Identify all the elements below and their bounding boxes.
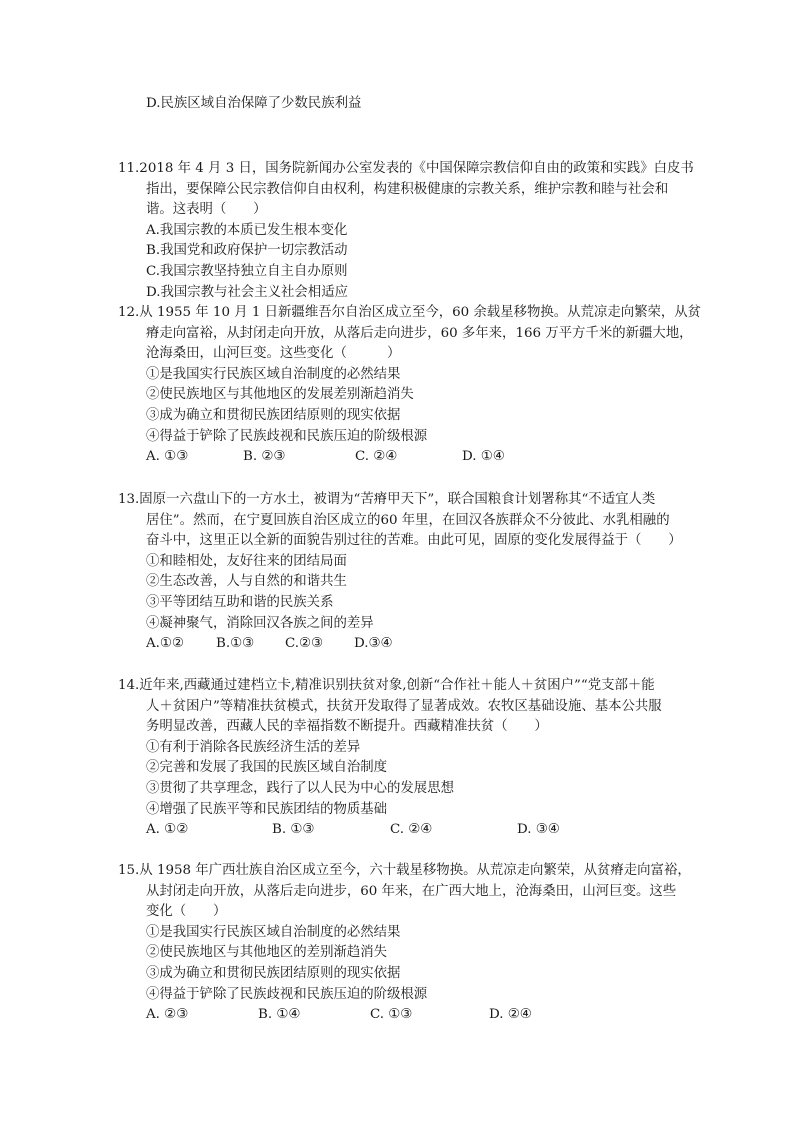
statement-3: ③贯彻了共享理念，践行了以人民为中心的发展思想 [146, 780, 454, 796]
answer-choices [146, 820, 704, 841]
choice-d: D. ③④ [517, 822, 560, 838]
option-d: D.我国宗教与社会主义社会相适应 [146, 284, 348, 300]
stem-line: 变化（ ） [146, 904, 227, 920]
statement-2: ②使民族地区与其他地区的发展差别渐趋消失 [146, 387, 414, 403]
stem-line: 沧海桑田，山河巨变。这些变化（ ） [146, 346, 401, 362]
question-stem [118, 490, 704, 552]
choice-b: B. ②③ [243, 449, 286, 465]
statement-4: ④凝神聚气，消除回汉各族之间的差异 [146, 615, 374, 631]
statement-4: ④增强了民族平等和民族团结的物质基础 [146, 801, 388, 817]
stem-line: 居住”。然而，在宁夏回族自治区成立的60 年里，在回汉各族群众不分彼此、水乳相融的 [146, 512, 670, 528]
question-10-tail [118, 94, 704, 115]
question-12 [118, 303, 704, 468]
statement-2: ②生态改善，人与自然的和谐共生 [146, 574, 347, 590]
choice-b: B. ①④ [258, 1007, 301, 1023]
question-stem [118, 676, 704, 738]
choice-c: C. ②④ [355, 449, 398, 465]
question-number: 13. [118, 492, 140, 507]
question-number: 15. [118, 863, 140, 878]
choice-d: D.③④ [354, 636, 393, 652]
choice-d: D. ②④ [489, 1007, 532, 1023]
statement-3: ③成为确立和贯彻民族团结原则的现实依据 [146, 407, 401, 423]
stem-line: 人＋贫困户”等精准扶贫模式，扶贫开发取得了显著成效。农牧区基础设施、基本公共服 [146, 698, 662, 714]
stem-line: 谐。这表明（ ） [146, 202, 267, 218]
statement-4: ④得益于铲除了民族歧视和民族压迫的阶级根源 [146, 986, 428, 1002]
question-15 [118, 861, 704, 1026]
choice-c: C.②③ [285, 636, 324, 652]
choice-c: C. ②④ [390, 822, 433, 838]
choice-c: C. ①③ [370, 1007, 413, 1023]
choice-a: A. ①② [146, 822, 189, 838]
choice-a: A. ①③ [146, 449, 189, 465]
choice-b: B. ①③ [272, 822, 315, 838]
answer-choices [146, 1005, 704, 1026]
question-stem [118, 159, 704, 221]
statement-1: ①是我国实行民族区域自治制度的必然结果 [146, 366, 401, 382]
option-a: A.我国宗教的本质已发生根本变化 [146, 222, 348, 238]
question-number: 11. [118, 161, 140, 176]
option-c: C.我国宗教坚持独立自主自办原则 [146, 263, 348, 279]
stem-line: 从封闭走向开放，从落后走向进步，60 年来，在广西大地上，沧海桑田，山河巨变。这些 [146, 883, 677, 899]
statement-3: ③成为确立和贯彻民族团结原则的现实依据 [146, 965, 401, 981]
statement-2: ②完善和发展了我国的民族区域自治制度 [146, 760, 388, 776]
choice-a: A.①② [146, 636, 184, 652]
stem-line: 11.2018 年 4 月 3 日，国务院新闻办公室发表的《中国保障宗教信仰自由的政策和实践》白皮书 [118, 161, 694, 176]
stem-line: 12.从 1955 年 10 月 1 日新疆维吾尔自治区成立至今，60 余载星移物换。从荒凉走向繁荣，从贫 [118, 305, 702, 320]
statement-1: ①和睦相处，友好往来的团结局面 [146, 553, 347, 569]
question-14 [118, 676, 704, 841]
choice-d: D. ①④ [462, 449, 505, 465]
question-stem [118, 861, 704, 923]
option-d: D.民族区域自治保障了少数民族利益 [146, 96, 362, 111]
question-13 [118, 490, 704, 655]
choice-b: B.①③ [216, 636, 255, 652]
stem-line: 13.固原一六盘山下的一方水土，被谓为“苦瘠甲天下”，联合国粮食计划署称其“不适宜人类 [118, 492, 656, 507]
choice-a: A. ②③ [146, 1007, 189, 1023]
option-b: B.我国党和政府保护一切宗教活动 [146, 243, 348, 259]
stem-line: 15.从 1958 年广西壮族自治区成立至今，六十载星移物换。从荒凉走向繁荣，从贫瘠走向富裕， [118, 863, 691, 878]
statement-1: ①是我国实行民族区域自治制度的必然结果 [146, 924, 401, 940]
answer-choices [146, 634, 704, 655]
stem-line: 指出，要保障公民宗教信仰自由权利，构建积极健康的宗教关系，维护宗教和睦与社会和 [146, 181, 669, 197]
answer-choices [146, 447, 704, 468]
question-11 [118, 159, 704, 303]
question-number: 12. [118, 305, 140, 320]
stem-line: 奋斗中，这里正以全新的面貌告别过往的苦难。由此可见，固原的变化发展得益于（ ） [146, 533, 682, 549]
statement-1: ①有利于消除各民族经济生活的差异 [146, 739, 361, 755]
question-stem [118, 303, 704, 365]
stem-line: 务明显改善，西藏人民的幸福指数不断提升。西藏精准扶贫（ ） [146, 719, 548, 735]
stem-line: 瘠走向富裕，从封闭走向开放，从落后走向进步，60 多年来，166 万平方千米的新疆大地， [146, 325, 693, 341]
stem-line: 14.近年来,西藏通过建档立卡,精准识别扶贫对象,创新“合作社＋能人＋贫困户”“党支部＋能 [118, 678, 655, 693]
statement-3: ③平等团结互助和谐的民族关系 [146, 594, 334, 610]
question-number: 14. [118, 678, 140, 693]
statement-2: ②使民族地区与其他地区的差别渐趋消失 [146, 945, 388, 961]
statement-4: ④得益于铲除了民族歧视和民族压迫的阶级根源 [146, 428, 428, 444]
